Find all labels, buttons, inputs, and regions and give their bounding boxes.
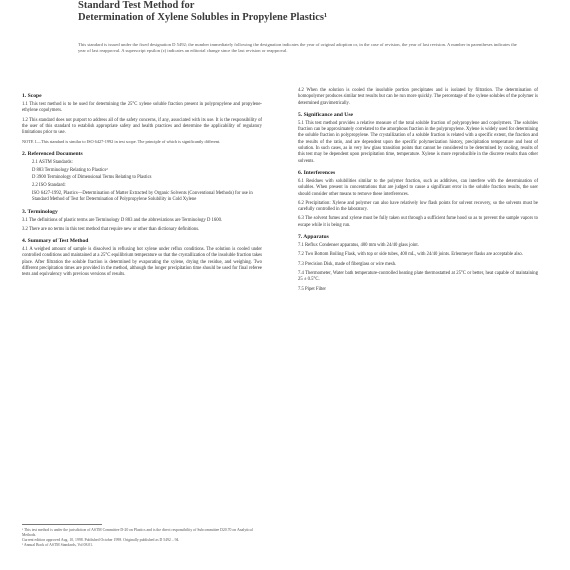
paragraph-7-2: 7.2 Two Bottom Boiling Flask, with top or side tubes, 400 mL, with 24/40 joints. Erlenmeyer flasks are acceptable also. xyxy=(298,252,523,258)
paragraph-3-1: 3.1 The definitions of plastic terms are Terminology D 883 and the abbreviations are Terminology D 1600. xyxy=(22,217,223,223)
section-heading-summary: 4. Summary of Test Method xyxy=(22,238,89,245)
footnote-divider xyxy=(22,524,102,525)
footnote-3: ² Annual Book of ASTM Standards, Vol 08.01. xyxy=(22,543,94,547)
left-column xyxy=(22,88,262,282)
reference-item: ISO 6427-1992, Plastics—Determination of Matter Extracted by Organic Solvents (Conventional Methods) for use in Standard Method of Test for Determination of Polypropylene Solubility in Cold Xylene xyxy=(32,190,253,203)
title-line-1: Standard Test Method for xyxy=(78,0,195,11)
paragraph-1-2: 1.2 This standard does not purport to address all of the safety concerns, if any, associated with its use. It is the responsibility of the user of this standard to establish appropriate safety and health practices and determine the applicability of regulatory limitations prior to use. xyxy=(22,117,262,136)
reference-item: 2.2 ISO Standard: xyxy=(32,183,66,189)
section-heading-apparatus: 7. Apparatus xyxy=(298,234,329,241)
reference-item: D 883 Terminology Relating to Plastics² xyxy=(32,167,108,173)
reference-item: 2.1 ASTM Standards: xyxy=(32,159,73,165)
paragraph-6-2: 6.2 Precipitation: Xylene and polymer can also have relatively low flash points for solvent recovery, so the solvents must be carefully controlled in the laboratory. xyxy=(298,200,538,213)
paragraph-4-2: 4.2 When the solution is cooled the insoluble portion precipitates and is isolated by filtration. The determination of homopolymer produces similar test results but can be run more quickly. The percentage of the xylene solubles of the polymer is determined gravimetrically. xyxy=(298,88,538,106)
footnote-2: Current edition approved Aug. 10, 1998. Published October 1998. Originally published as D 5492 – 94. xyxy=(22,538,180,542)
right-column xyxy=(298,88,538,296)
paragraph-1-1: 1.1 This test method is to be used for determining the 25°C xylene soluble fraction present in polypropylene and propylene-ethylene copolymers. xyxy=(22,102,262,114)
document-title xyxy=(78,0,518,24)
footnote-1: ¹ This test method is under the jurisdiction of ASTM Committee D-20 on Plastics and is the direct responsibility of Subcommittee D20.70 on Analytical Methods. xyxy=(22,528,253,537)
section-heading-interferences: 6. Interferences xyxy=(298,169,336,176)
paragraph-7-4: 7.4 Thermometer, Water bath temperature-controlled heating plate thermostatted at 25°C or better, heat capable of maintaining 25 ± 0.5°C. xyxy=(298,270,538,283)
section-heading-significance: 5. Significance and Use xyxy=(298,111,354,118)
issuance-note: This standard is issued under the fixed designation D 5492; the number immediately following the designation indicates the year of original adoption or, in the case of revision, the year of last revision. A number in parentheses indicates the year of last reapproval. A superscript epsilon (ε) indicates an editorial change since the last revision or reapproval. xyxy=(78,42,517,53)
footnotes xyxy=(22,528,262,548)
section-heading-referenced-documents: 2. Referenced Documents xyxy=(22,150,83,157)
paragraph-5-1: 5.1 This test method provides a relative measure of the total soluble fraction of polypropylene and copolymers. The solubles fraction can be approximately correlated to the amorphous fraction in the polypropylene. Xylene is widely used for determining the soluble fraction in polypropylene. The crystallization of a soluble fraction is related with a specific extent, the fraction and the results of the ratio, and are dependent upon the specific polymerization history, precipitation temperature and heat of solution. In such cases, as in very low glass transition points that cannot be considered to be determined by cooling, results of this test may be dependent upon precipitation time, temperature. Xylene is more reproducible in the discrete results than other solvents. xyxy=(298,120,538,164)
note-1: NOTE 1—This standard is similar to ISO 6427-1992 in test scope. The principle of which is significantly different. xyxy=(22,139,221,145)
paragraph-6-3: 6.3 The solvent fumes and xylene must be fully taken out through a sufficient fume hood so as to prevent the sample vapors to escape while it is being run. xyxy=(298,216,538,228)
section-heading-scope: 1. Scope xyxy=(22,93,42,99)
paragraph-6-1: 6.1 Residues with solubilities similar to the polymer fraction, such as additives, can interfere with the determination of solubles. When present in concentrations that are judged to cause a significant error in the soluble fraction results, the user should consider other means to remove these interferences. xyxy=(298,178,538,197)
reference-item: D 3900 Terminology of Dimensional Terms Relating to Plastics xyxy=(32,175,152,181)
section-heading-terminology: 3. Terminology xyxy=(22,208,58,215)
paragraph-3-2: 3.2 There are no terms in this test method that require new or other than dictionary definitions. xyxy=(22,226,200,232)
title-line-2: Determination of Xylene Solubles in Propylene Plastics¹ xyxy=(78,12,328,23)
paragraph-7-1: 7.1 Reflux Condenser apparatus, 400 mm with 24/40 glass joint. xyxy=(298,243,419,249)
paragraph-7-3: 7.3 Precision Disk, made of fiberglass or wire mesh. xyxy=(298,261,397,267)
paragraph-4-1: 4.1 A weighed amount of sample is dissolved in refluxing hot xylene under reflux conditions. The solution is cooled under controlled conditions and maintained at a 25°C equilibrium temperature so that the crystallization of the insoluble fraction takes place. After filtration the soluble fraction is determined by evaporating the xylene, drying the residue, and weighing. Two different precipitation times are provided in the method, although the longer precipitation time should be used for final referee tests and equivalency with previous versions of results. xyxy=(22,247,262,278)
paragraph-7-5: 7.5 Pipet Filter xyxy=(298,286,326,292)
